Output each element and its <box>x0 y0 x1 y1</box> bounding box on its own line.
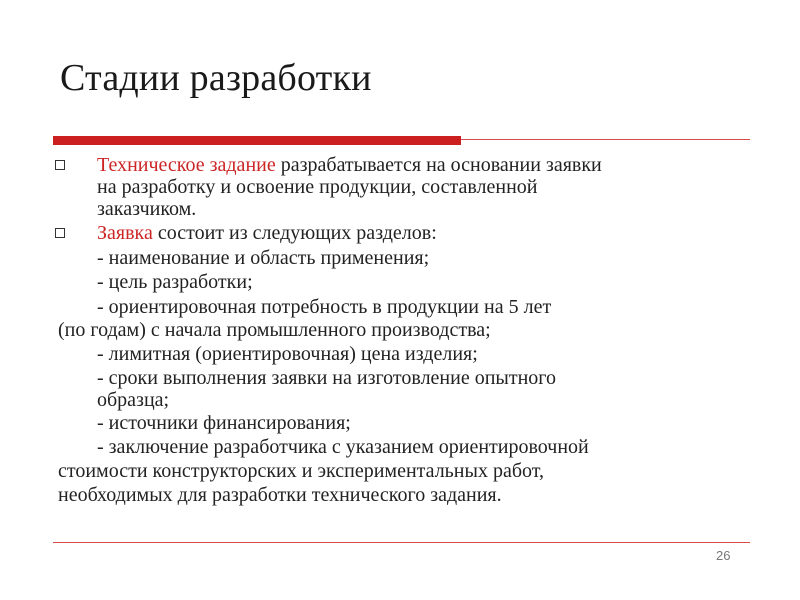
list-item: - лимитная (ориентировочная) цена изделия; <box>97 343 478 365</box>
title-underline-thin <box>461 139 750 140</box>
list-item: - заключение разработчика с указанием ориентировочной <box>97 436 589 458</box>
bullet-text <box>97 154 602 176</box>
square-bullet-icon <box>55 228 65 238</box>
list-item: образца; <box>97 389 170 411</box>
page-number: 26 <box>716 548 731 563</box>
title-underline-thick <box>53 136 461 145</box>
list-item: - ориентировочная потребность в продукции на 5 лет <box>97 296 552 318</box>
slide-title: Стадии разработки <box>60 57 372 99</box>
list-item: - источники финансирования; <box>97 412 351 434</box>
list-item: необходимых для разработки технического задания. <box>58 484 502 506</box>
highlight-term: Заявка <box>97 222 153 244</box>
bullet-text-rest: разрабатывается на основании заявки <box>275 154 602 176</box>
bullet-text-continuation: заказчиком. <box>97 198 197 220</box>
bullet-text-rest: состоит из следующих разделов: <box>152 222 437 244</box>
square-bullet-icon <box>55 160 65 170</box>
bullet-text <box>97 222 437 244</box>
footer-rule <box>53 542 750 543</box>
list-item: - сроки выполнения заявки на изготовление опытного <box>97 367 556 389</box>
list-item: (по годам) с начала промышленного производства; <box>58 319 491 341</box>
list-item: стоимости конструкторских и экспериментальных работ, <box>58 460 544 482</box>
bullet-text-continuation: на разработку и освоение продукции, составленной <box>97 176 538 198</box>
highlight-term: Техническое задание <box>97 154 276 176</box>
list-item: - наименование и область применения; <box>97 247 430 269</box>
list-item: - цель разработки; <box>97 271 253 293</box>
